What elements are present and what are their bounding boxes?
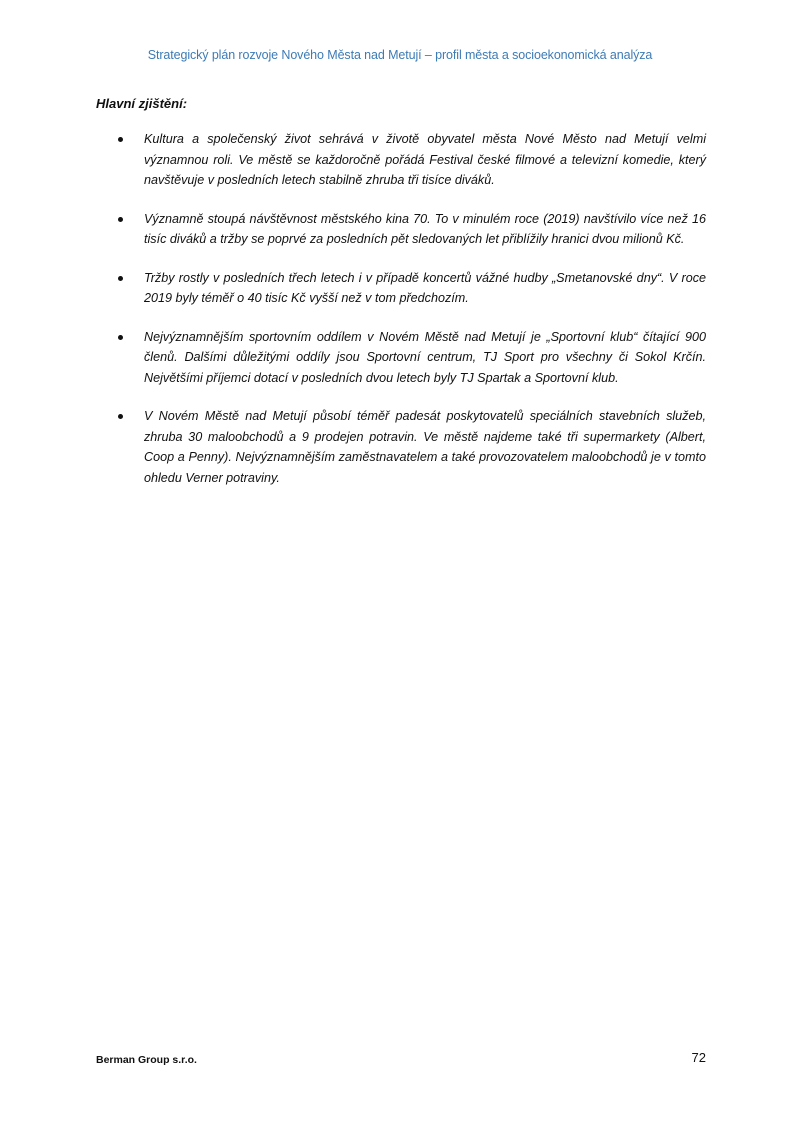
bullet-icon — [118, 276, 123, 281]
finding-text: Významně stoupá návštěvnost městského kina 70. To v minulém roce (2019) navštívilo více než 16 tisíc diváků a tržby se poprvé za posledních pět sledovaných let přiblížily hranici dvou milionů Kč. — [144, 211, 706, 246]
findings-list — [96, 129, 706, 506]
finding-item — [96, 209, 706, 250]
finding-item — [96, 268, 706, 309]
finding-item — [96, 327, 706, 389]
bullet-icon — [118, 217, 123, 222]
finding-item — [96, 129, 706, 191]
finding-text: Tržby rostly v posledních třech letech i v případě koncertů vážné hudby „Smetanovské dny“. V roce 2019 byly téměř o 40 tisíc Kč vyšší než v tom předchozím. — [144, 270, 706, 305]
page-header: Strategický plán rozvoje Nového Města nad Metují – profil města a socioekonomická analýza — [147, 48, 653, 62]
bullet-icon — [118, 414, 123, 419]
bullet-icon — [118, 137, 123, 142]
finding-text: Nejvýznamnějším sportovním oddílem v Novém Městě nad Metují je „Sportovní klub“ čítající 900 členů. Dalšími důležitými oddíly jsou Sportovní centrum, TJ Sport pro všechny či Sokol Krčín. Největšími příjemci dotací v posledních dvou letech byly TJ Spartak a Sportovní klub. — [144, 329, 706, 385]
section-heading: Hlavní zjištění: — [96, 96, 188, 111]
finding-item — [96, 406, 706, 488]
footer-company: Berman Group s.r.o. — [96, 1054, 197, 1066]
bullet-icon — [118, 335, 123, 340]
page-number: 72 — [691, 1050, 706, 1065]
finding-text: V Novém Městě nad Metují působí téměř padesát poskytovatelů speciálních stavebních služeb, zhruba 30 maloobchodů a 9 prodejen potravin. Ve městě najdeme také tři supermarkety (Albert, Coop a Penny). Nejvýznamnějším zaměstnavatelem a také provozovatelem maloobchodů je v tomto ohledu Verner potraviny. — [144, 409, 706, 485]
finding-text: Kultura a společenský život sehrává v životě obyvatel města Nové Město nad Metují velmi významnou roli. Ve městě se každoročně pořádá Festival české filmové a televizní komedie, který navštěvuje v posledních letech stabilně zhruba tři tisíce diváků. — [144, 132, 706, 187]
